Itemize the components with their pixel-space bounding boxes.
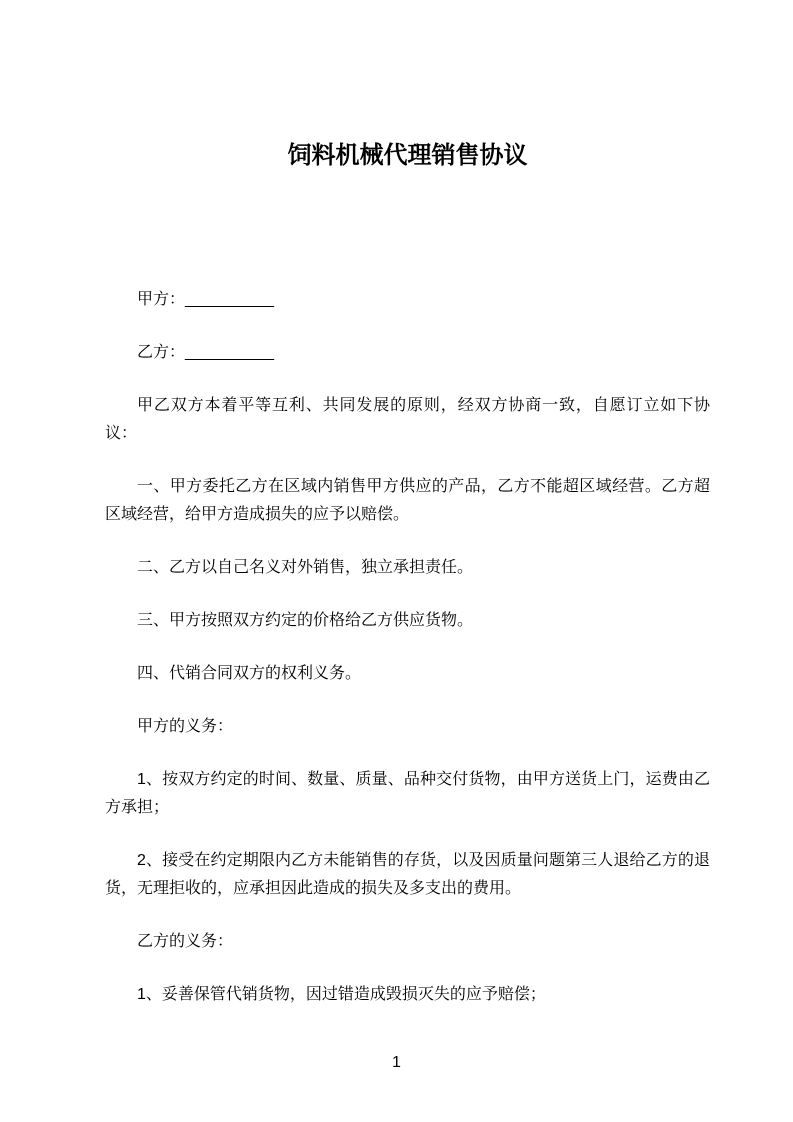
party-a-obligation-2: 2、接受在约定期限内乙方未能销售的存货，以及因质量问题第三人退给乙方的退货，无理拒收的，应承担因此造成的损失及多支出的费用。 bbox=[105, 852, 710, 897]
clause-4: 四、代销合同双方的权利义务。 bbox=[137, 665, 362, 682]
clause-2: 二、乙方以自己名义对外销售，独立承担责任。 bbox=[137, 559, 474, 576]
page-number: 1 bbox=[392, 1054, 401, 1071]
party-a-obligations-heading: 甲方的义务： bbox=[137, 718, 234, 735]
party-a-obligation-1: 1、按双方约定的时间、数量、质量、品种交付货物，由甲方送货上门，运费由乙方承担； bbox=[105, 771, 710, 816]
clause-1: 一、甲方委托乙方在区域内销售甲方供应的产品，乙方不能超区域经营。乙方超区域经营，给甲方造成损失的应予以赔偿。 bbox=[105, 478, 710, 523]
clause-3: 三、甲方按照双方约定的价格给乙方供应货物。 bbox=[137, 612, 474, 629]
preamble-paragraph: 甲乙双方本着平等互利、共同发展的原则，经双方协商一致，自愿订立如下协议： bbox=[105, 397, 710, 442]
party-b-obligations-heading: 乙方的义务： bbox=[137, 933, 234, 950]
document-title: 饲料机械代理销售协议 bbox=[287, 142, 528, 169]
party-a-line: 甲方：__________ bbox=[137, 291, 274, 308]
party-b-line: 乙方：__________ bbox=[137, 344, 274, 361]
party-b-obligation-1: 1、妥善保管代销货物，因过错造成毁损灭失的应予赔偿； bbox=[137, 986, 546, 1003]
